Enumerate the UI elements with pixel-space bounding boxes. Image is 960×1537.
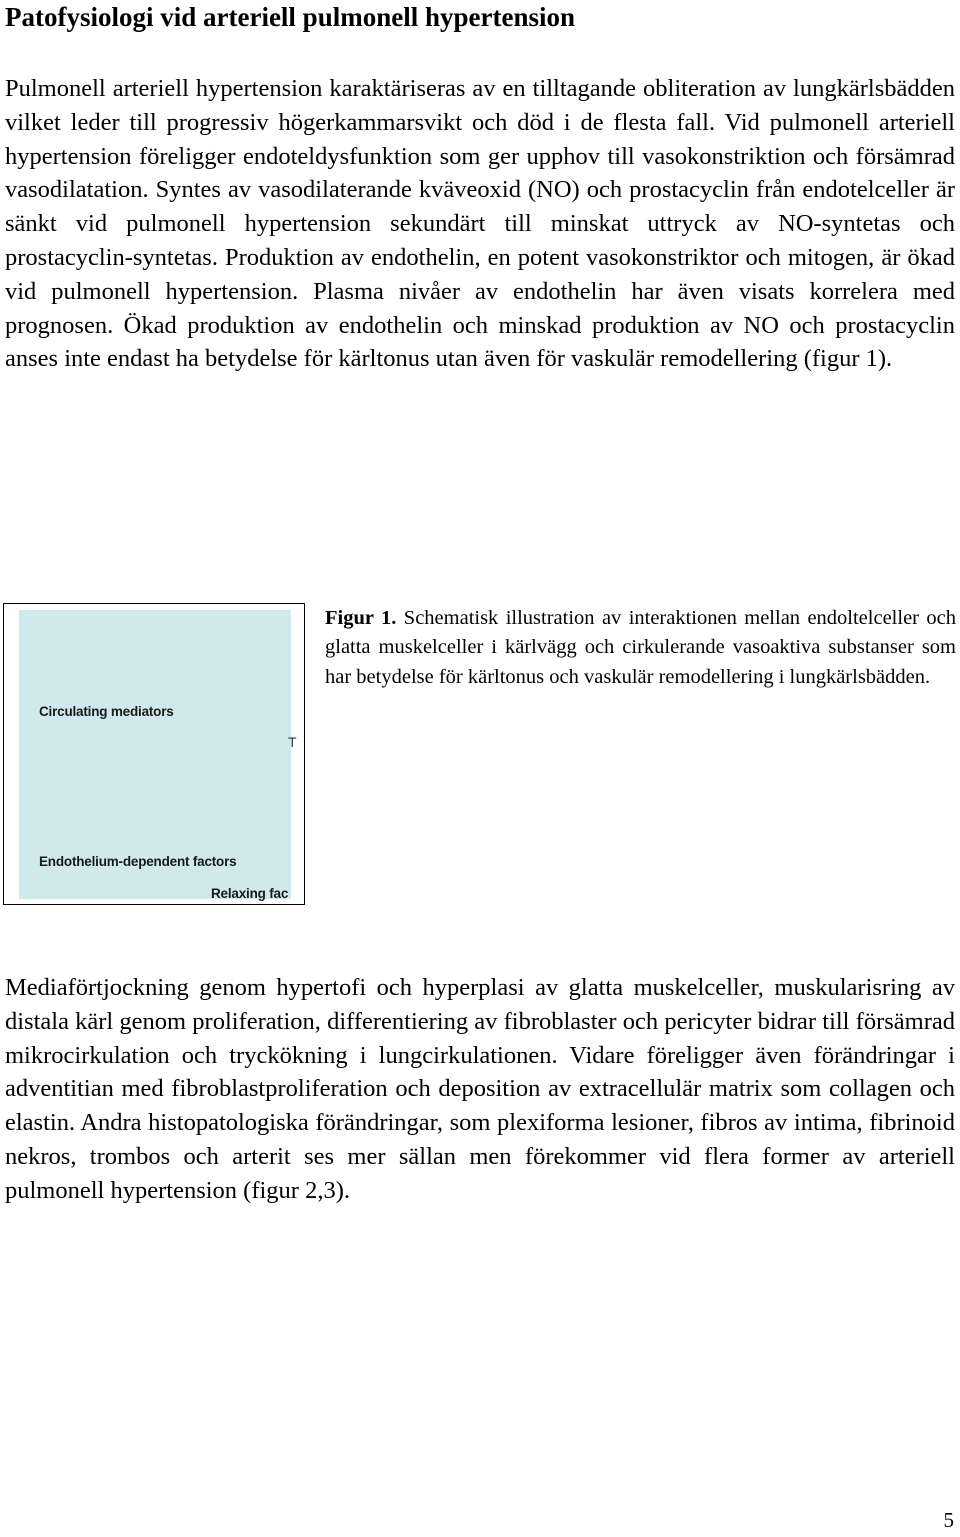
- section-heading: Patofysiologi vid arteriell pulmonell hypertension: [5, 2, 575, 32]
- page-number: 5: [943, 1508, 954, 1532]
- caption-label: Figur 1.: [325, 607, 397, 629]
- figure-fragment-mark: T: [288, 734, 297, 750]
- figure-1-caption: [325, 604, 956, 692]
- figure-label-circulating-mediators: Circulating mediators: [39, 704, 174, 719]
- caption-text: Schematisk illustration av interaktionen mellan endoltelceller och glatta muskelceller i kärlvägg och cirkulerande vasoaktiva substanser som har betydelse för kärltonus och vaskulär remodellering i lungkärlsbädden.: [325, 607, 956, 688]
- figure-1-illustration: [19, 610, 297, 901]
- figure-label-relaxing-factors: Relaxing fac: [211, 886, 289, 901]
- figure-1-image: [3, 603, 305, 905]
- paragraph-1: Pulmonell arteriell hypertension karaktäriseras av en tilltagande obliteration av lungkärlsbädden vilket leder till progressiv högerkammarsvikt och död i de flesta fall. Vid pulmonell arteriell hypertension föreligger endoteldysfunktion som ger upphov till vasokonstriktion och försämrad vasodilatation. Syntes av vasodilaterande kväveoxid (NO) och prostacyclin från endotelceller är sänkt vid pulmonell hypertension sekundärt till minskat uttryck av NO-syntetas och prostacyclin-syntetas. Produktion av endothelin, en potent vasokonstriktor och mitogen, är ökad vid pulmonell hypertension. Plasma nivåer av endothelin har även visats korrelera med prognosen. Ökad produktion av endothelin och minskad produktion av NO och prostacyclin anses inte endast ha betydelse för kärltonus utan även för vaskulär remodellering (figur 1).: [5, 75, 955, 373]
- figure-label-endothelium-dependent-factors: Endothelium-dependent factors: [39, 854, 237, 869]
- paragraph-2: Mediaförtjockning genom hypertofi och hyperplasi av glatta muskelceller, muskularisring av distala kärl genom proliferation, differentiering av fibroblaster och pericyter bidrar till försämrad mikrocirkulation och tryckökning i lungcirkulationen. Vidare föreligger även förändringar i adventitian med fibroblastproliferation och deposition av extracellulär matrix som collagen och elastin. Andra histopatologiska förändringar, som plexiforma lesioner, fibros av intima, fibrinoid nekros, trombos och arterit ses mer sällan men förekommer vid flera former av arteriell pulmonell hypertension (figur 2,3).: [5, 974, 955, 1204]
